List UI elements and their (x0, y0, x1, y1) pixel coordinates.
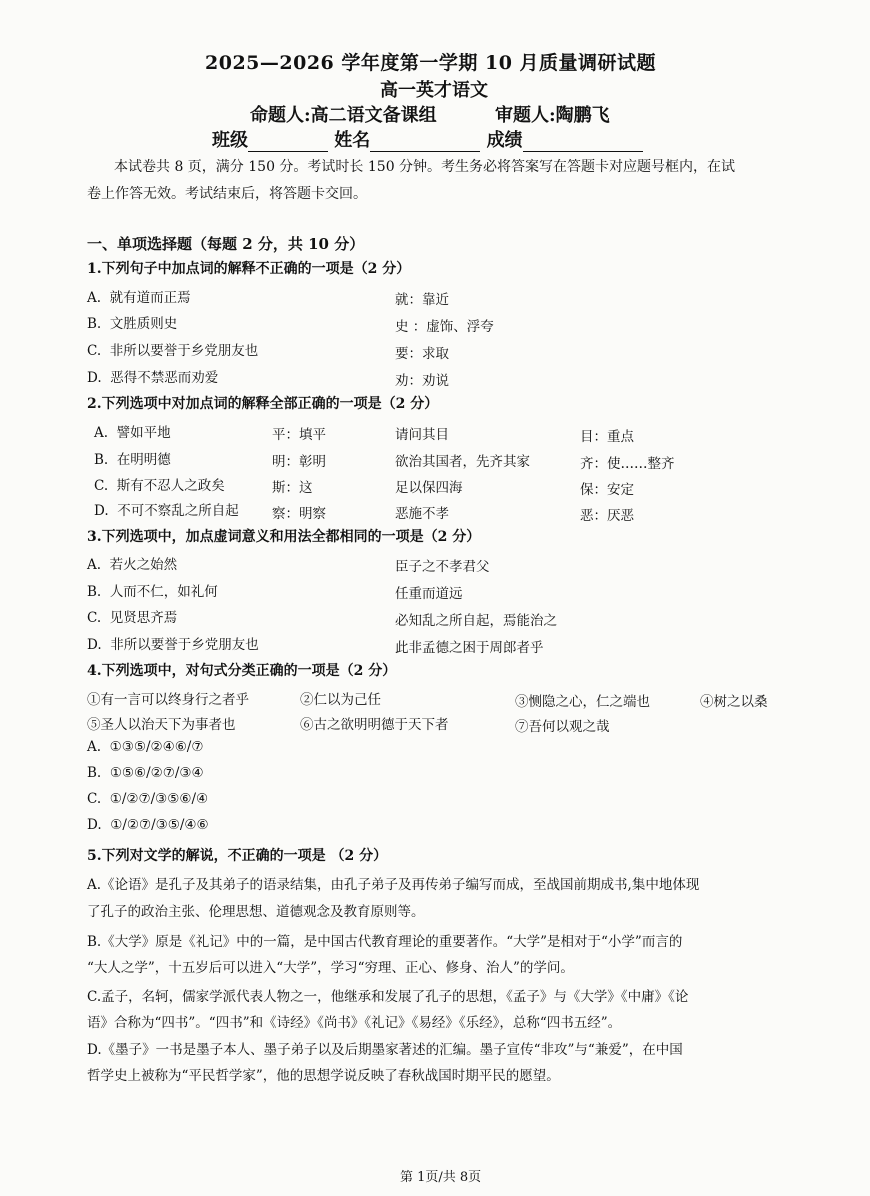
q5-option-a-line-1: A.《论语》是孔子及其弟子的语录结集，由孔子弟子及再传弟子编写而成，至战国前期成书,集中地体现 (87, 877, 700, 893)
q2-row-d: D. 不可不察乱之所自起 (94, 503, 239, 519)
q2-gloss-b2: 齐：使……整齐 (580, 456, 675, 472)
q4-item-6: ⑥古之欲明明德于天下者 (300, 717, 449, 733)
class-field[interactable] (248, 133, 328, 152)
q3-compare-b: 任重而道远 (395, 586, 463, 602)
class-label: 班级 (212, 130, 248, 151)
q2-gloss-c1: 斯：这 (272, 480, 313, 496)
q4-item-5: ⑤圣人以治天下为事者也 (87, 717, 236, 733)
q5-option-b-line-1: B.《大学》原是《礼记》中的一篇，是中国古代教育理论的重要著作。“大学”是相对于“小学”而言的 (87, 934, 683, 950)
q1-option-b: B. 文胜质则史 (87, 316, 178, 332)
q5-option-d-line-2: 哲学史上被称为“平民哲学家”，他的思想学说反映了春秋战国时期平民的愿望。 (87, 1068, 560, 1084)
q2-row-b: B. 在明明德 (94, 452, 171, 468)
q1-gloss-d: 劝：劝说 (395, 373, 449, 389)
name-field[interactable] (370, 133, 480, 152)
q5-option-a-line-2: 了孔子的政治主张、伦理思想、道德观念及教育原则等。 (87, 904, 425, 920)
q1-gloss-a: 就：靠近 (395, 292, 449, 308)
page-number: 第 1页/共 8页 (400, 1170, 482, 1185)
q2-row-c: C. 斯有不忍人之政矣 (94, 478, 225, 494)
instructions-line-1: 本试卷共 8 页，满分 150 分。考试时长 150 分钟。考生务必将答案写在答题卡对应题号框内，在试 (114, 159, 736, 175)
q4-item-7: ⑦吾何以观之哉 (515, 719, 610, 735)
q1-gloss-c: 要：求取 (395, 346, 449, 362)
question-3-stem: 3.下列选项中，加点虚词意义和用法全都相同的一项是（2 分） (87, 529, 481, 545)
q4-option-b: B. ①⑤⑥/②⑦/③④ (87, 765, 204, 781)
q2-gloss-b1: 明：彰明 (272, 454, 326, 470)
q3-compare-a: 臣子之不孝君父 (395, 559, 490, 575)
section-title: 一、单项选择题（每题 2 分，共 10 分） (87, 235, 365, 253)
q2-sentence-b2: 欲治其国者，先齐其家 (395, 454, 530, 470)
q2-sentence-c2: 足以保四海 (395, 480, 463, 496)
question-5-stem: 5.下列对文学的解说，不正确的一项是 （2 分） (87, 848, 388, 864)
score-field[interactable] (523, 133, 643, 152)
question-4-stem: 4.下列选项中，对句式分类正确的一项是（2 分） (87, 663, 397, 679)
q3-option-c: C. 见贤思齐焉 (87, 610, 178, 626)
q1-gloss-b: 史 ：虚饰、浮夸 (395, 319, 494, 335)
q5-option-b-line-2: “大人之学”，十五岁后可以进入“大学”，学习“穷理、正心、修身、治人”的学问。 (87, 960, 574, 976)
q2-gloss-c2: 保：安定 (580, 482, 634, 498)
q3-option-d: D. 非所以要誉于乡党朋友也 (87, 637, 259, 653)
q4-item-1: ①有一言可以终身行之者乎 (87, 692, 249, 708)
name-label: 姓名 (334, 130, 371, 151)
score-label: 成绩 (486, 130, 523, 151)
exam-title: 2025—2026 学年度第一学期 10 月质量调研试题 (205, 52, 657, 74)
q4-item-2: ②仁以为己任 (300, 692, 381, 708)
q1-option-a: A. 就有道而正焉 (87, 290, 191, 306)
q5-option-c-line-1: C.孟子，名轲，儒家学派代表人物之一，他继承和发展了孔子的思想，《孟子》与《大学》《中庸》《论 (87, 989, 689, 1005)
q2-gloss-d1: 察：明察 (272, 506, 326, 522)
q3-compare-c: 必知乱之所自起，焉能治之 (395, 613, 557, 629)
q4-option-a: A. ①③⑤/②④⑥/⑦ (87, 739, 204, 755)
q3-compare-d: 此非孟德之困于周郎者乎 (395, 640, 544, 656)
instructions-line-2: 卷上作答无效。考试结束后，将答题卡交回。 (87, 186, 367, 202)
reviewer-label: 审题人:陶鹏飞 (495, 105, 610, 126)
q2-sentence-a2: 请问其目 (395, 427, 449, 443)
q4-item-4: ④树之以桑 (700, 694, 768, 710)
q2-gloss-d2: 恶：厌恶 (580, 508, 634, 524)
exam-subtitle: 高一英才语文 (380, 80, 488, 101)
q1-option-c: C. 非所以要誉于乡党朋友也 (87, 343, 259, 359)
q4-option-d: D. ①/②⑦/③⑤/④⑥ (87, 817, 209, 833)
q2-gloss-a2: 目：重点 (580, 429, 634, 445)
q5-option-d-line-1: D.《墨子》一书是墨子本人、墨子弟子以及后期墨家著述的汇编。墨子宣传“非攻”与“兼爱”，在中国 (87, 1042, 683, 1058)
question-1-stem: 1.下列句子中加点词的解释不正确的一项是（2 分） (87, 261, 411, 277)
q3-option-a: A. 若火之始然 (87, 557, 178, 573)
q5-option-c-line-2: 语》合称为“四书”。“四书”和《诗经》《尚书》《礼记》《易经》《乐经》，总称“四书五经”。 (87, 1015, 622, 1031)
student-info-row (212, 126, 643, 152)
q2-row-a: A. 譬如平地 (94, 425, 171, 441)
q4-item-3: ③恻隐之心，仁之端也 (515, 694, 650, 710)
q1-option-d: D. 恶得不禁恶而劝爱 (87, 370, 219, 386)
q2-sentence-d2: 恶施不孝 (395, 506, 449, 522)
question-2-stem: 2.下列选项中对加点词的解释全部正确的一项是（2 分） (87, 396, 439, 412)
q2-gloss-a1: 平：填平 (272, 427, 326, 443)
q3-option-b: B. 人而不仁，如礼何 (87, 584, 218, 600)
author-label: 命题人:高二语文备课组 (250, 105, 437, 126)
q4-option-c: C. ①/②⑦/③⑤⑥/④ (87, 791, 209, 807)
